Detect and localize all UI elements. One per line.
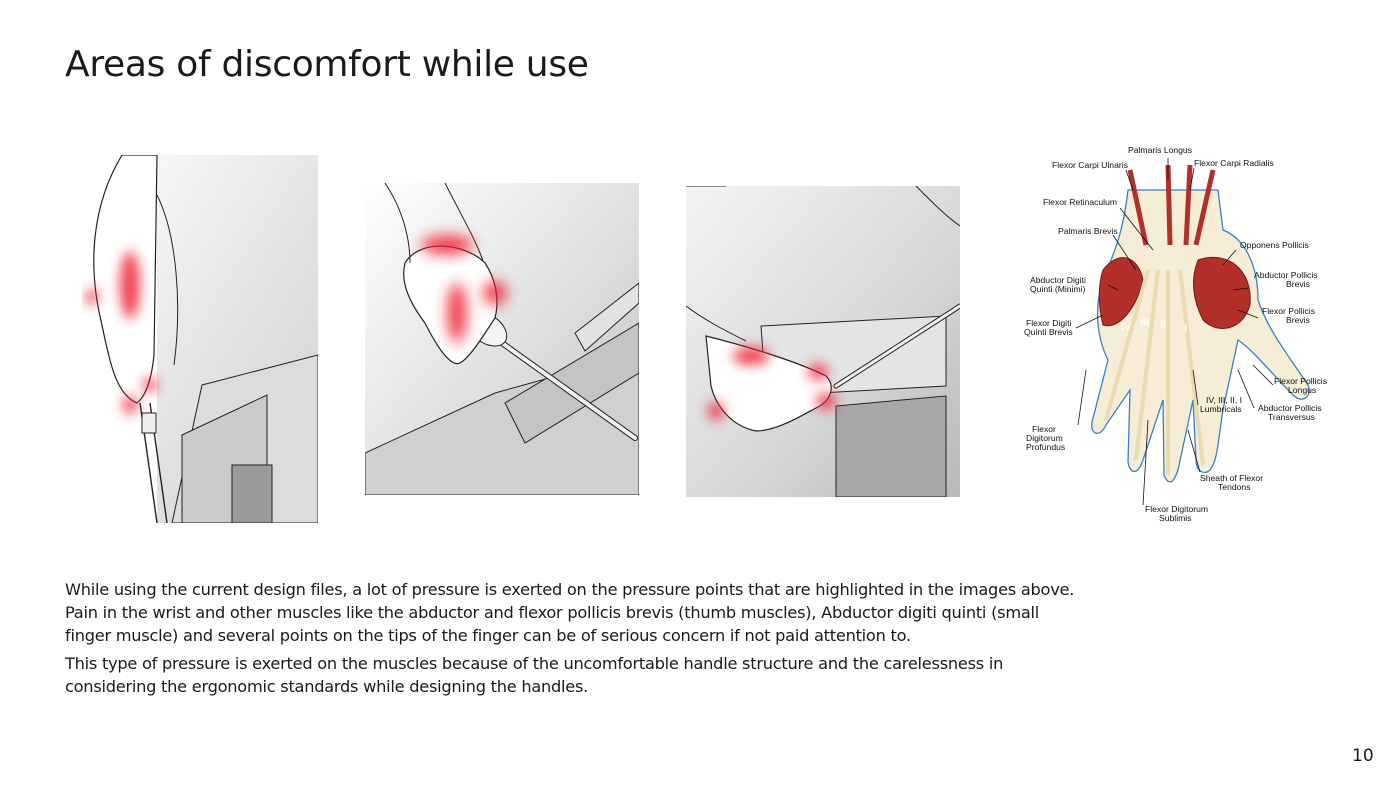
label-lumbricals-1: IV, III, II, I <box>1206 395 1242 405</box>
label-abductor-pollicis-transversus-1: Abductor Pollicis <box>1258 403 1322 413</box>
label-abductor-pollicis-transversus-2: Transversus <box>1268 412 1315 422</box>
label-flexor-digitorum-sublimis-2: Sublimis <box>1159 513 1192 523</box>
description-paragraph-2: This type of pressure is exerted on the muscles because of the uncomfortable handle structure and the carelessness in considering the ergonomic standards while designing the handles. <box>65 654 1004 696</box>
illustration-grip-top-view <box>82 155 318 523</box>
label-sheath-1: Sheath of Flexor <box>1200 473 1264 483</box>
label-palmaris-brevis: Palmaris Brevis <box>1058 226 1118 236</box>
numeral-ii: II <box>1160 319 1167 331</box>
slide-title: Areas of discomfort while use <box>65 44 589 85</box>
label-flexor-digiti-1: Flexor Digiti <box>1026 318 1072 328</box>
label-abductor-digiti-2: Quinti (Minimi) <box>1030 284 1086 294</box>
label-flexor-pollicis-brevis-1: Flexor Pollicis <box>1262 306 1316 316</box>
label-flexor-retinaculum: Flexor Retinaculum <box>1043 197 1118 207</box>
label-flexor-digitorum-sublimis-1: Flexor Digitorum <box>1145 504 1209 514</box>
description-paragraph-1: While using the current design files, a lot of pressure is exerted on the pressure points that are highlighted in the images above. Pain in the wrist and other muscles like the abductor and flexor pollicis brevis (thumb muscles), Abductor digiti quinti (small finger muscle) and several points on the tips of the finger can be of serious concern if not paid attention to. <box>65 580 1075 645</box>
label-flexor-pollicis-longus-1: Flexor Pollicis <box>1274 376 1328 386</box>
hand-anatomy-diagram <box>1018 140 1330 530</box>
label-flexor-digiti-2: Quinti Brevis <box>1024 327 1073 337</box>
page-number: 10 <box>1352 746 1374 766</box>
description <box>65 578 1085 703</box>
label-flexor-pollicis-brevis-2: Brevis <box>1286 315 1310 325</box>
label-abductor-pollicis-brevis-1: Abductor Pollicis <box>1254 270 1318 280</box>
label-flexor-digitorum-profundus-2: Digitorum <box>1026 433 1063 443</box>
label-lumbricals-2: Lumbricals <box>1200 404 1242 414</box>
label-abductor-digiti-1: Abductor Digiti <box>1030 275 1086 285</box>
label-flexor-digitorum-profundus-3: Profundus <box>1026 442 1066 452</box>
numeral-i: I <box>1184 323 1188 335</box>
label-flexor-digitorum-profundus-1: Flexor <box>1032 424 1056 434</box>
label-palmaris-longus: Palmaris Longus <box>1128 145 1193 155</box>
label-abductor-pollicis-brevis-2: Brevis <box>1286 279 1310 289</box>
label-flexor-pollicis-longus-2: Longus <box>1288 385 1317 395</box>
numeral-iii: III <box>1140 317 1150 329</box>
illustration-grip-side-view <box>365 183 639 495</box>
label-opponens-pollicis: Opponens Pollicis <box>1240 240 1309 250</box>
label-flexor-carpi-radialis: Flexor Carpi Radialis <box>1194 158 1274 168</box>
illustration-push-view <box>686 186 960 497</box>
label-sheath-2: Tendons <box>1218 482 1251 492</box>
numeral-iv: IV <box>1121 321 1132 333</box>
label-flexor-carpi-ulnaris: Flexor Carpi Ulnaris <box>1052 160 1128 170</box>
